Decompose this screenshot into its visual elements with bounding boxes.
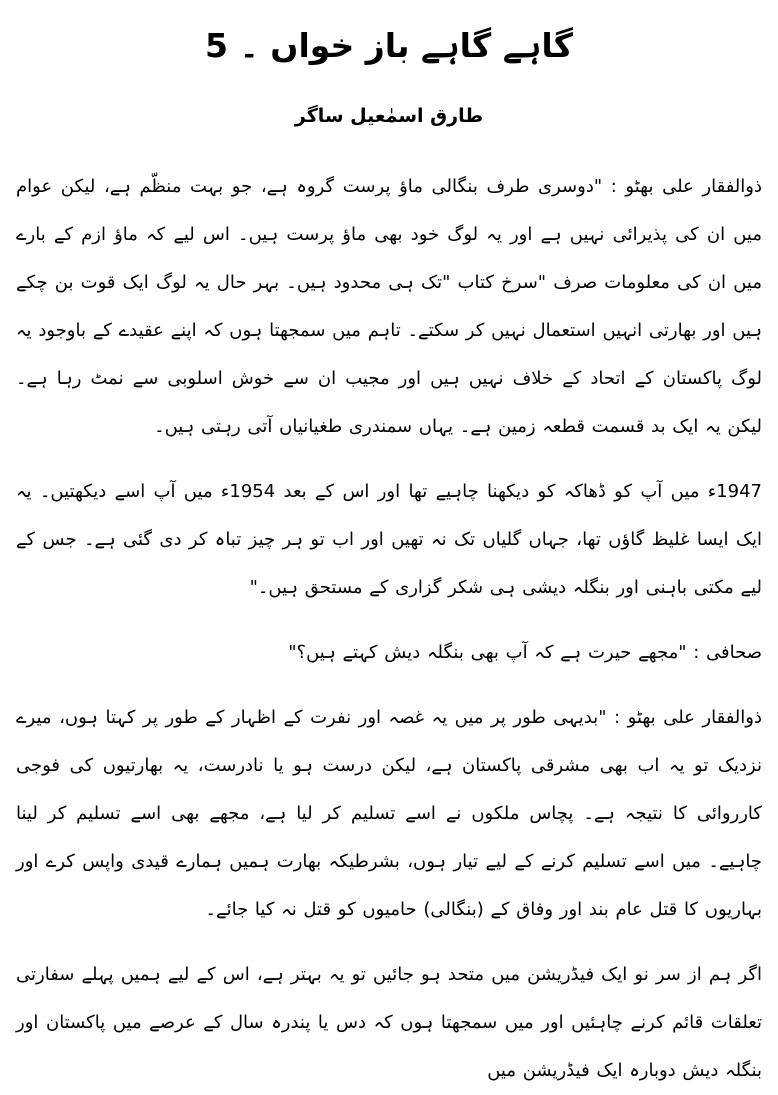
author-name: طارق اسمٰعیل ساگر: [294, 104, 484, 127]
paragraph-journalist-question: صحافی : "مجھے حیرت ہے کہ آپ بھی بنگلہ دیش کہتے ہیں؟": [288, 642, 762, 664]
page-title: گاہے گاہے باز خواں ۔ 5: [205, 26, 573, 65]
article-body: [16, 163, 762, 1095]
paragraph-bhutto-quote-1: ذوالفقار علی بھٹو : "دوسری طرف بنگالی ماؤ پرست گروہ ہے، جو بہت منظّم ہے، لیکن عوام میں ان کی پذیرائی نہیں ہے اور یہ لوگ خود بھی ماؤ پرست ہیں۔ اس لیے کہ ماؤ ازم کے بارے میں ان کی معلومات صرف "سرخ کتاب "تک ہی محدود ہیں۔ بہر حال یہ لوگ ایک قوت بن چکے ہیں اور بھارتی انہیں استعمال نہیں کر سکتے۔ تاہم میں سمجھتا ہوں کہ اپنے عقیدے کے باوجود یہ لوگ پاکستان کے اتحاد کے خلاف نہیں ہیں اور مجیب ان سے خوش اسلوبی سے نمٹ رہا ہے۔ لیکن یہ ایک بد قسمت قطعہ زمین ہے۔ یہاں سمندری طغیانیاں آتی رہتی ہیں۔: [16, 176, 762, 438]
paragraph-dhaka-1947: 1947ء میں آپ کو ڈھاکہ کو دیکھنا چاہیے تھا اور اس کے بعد 1954ء میں آپ اسے دیکھتیں۔ یہ ایک ایسا غلیظ گاؤں تھا، جہاں گلیاں تک نہ تھیں اور اب تو ہر چیز تباہ کر دی گئی ہے۔ جس کے لیے مکتی باہنی اور بنگلہ دیشی ہی شکر گزاری کے مستحق ہیں۔": [16, 481, 763, 599]
paragraph-bhutto-quote-2: ذوالفقار علی بھٹو : "بدیہی طور پر میں یہ غصہ اور نفرت کے اظہار کے طور پر کہتا ہوں، میرے نزدیک تو یہ اب بھی مشرقی پاکستان ہے، لیکن درست ہو یا نادرست، یہ بھارتیوں کی فوجی کارروائی کا نتیجہ ہے۔ پچاس ملکوں نے اسے تسلیم کر لیا ہے، مجھے بھی اسے تسلیم کر لینا چاہیے۔ میں اسے تسلیم کرنے کے لیے تیار ہوں، بشرطیکہ بھارت ہمیں ہمارے قیدی واپس کرے اور بہاریوں کا قتل عام بند اور وفاق کے (بنگالی) حامیوں کو قتل نہ کیا جائے۔: [16, 707, 762, 921]
paragraph-federation: اگر ہم از سر نو ایک فیڈریشن میں متحد ہو جائیں تو یہ بہتر ہے، اس کے لیے ہمیں پہلے سفارتی تعلقات قائم کرنے چاہئیں اور میں سمجھتا ہوں کہ دس یا پندرہ سال کے عرصے میں پاکستان اور بنگلہ دیش دوبارہ ایک فیڈریشن میں: [16, 964, 762, 1082]
